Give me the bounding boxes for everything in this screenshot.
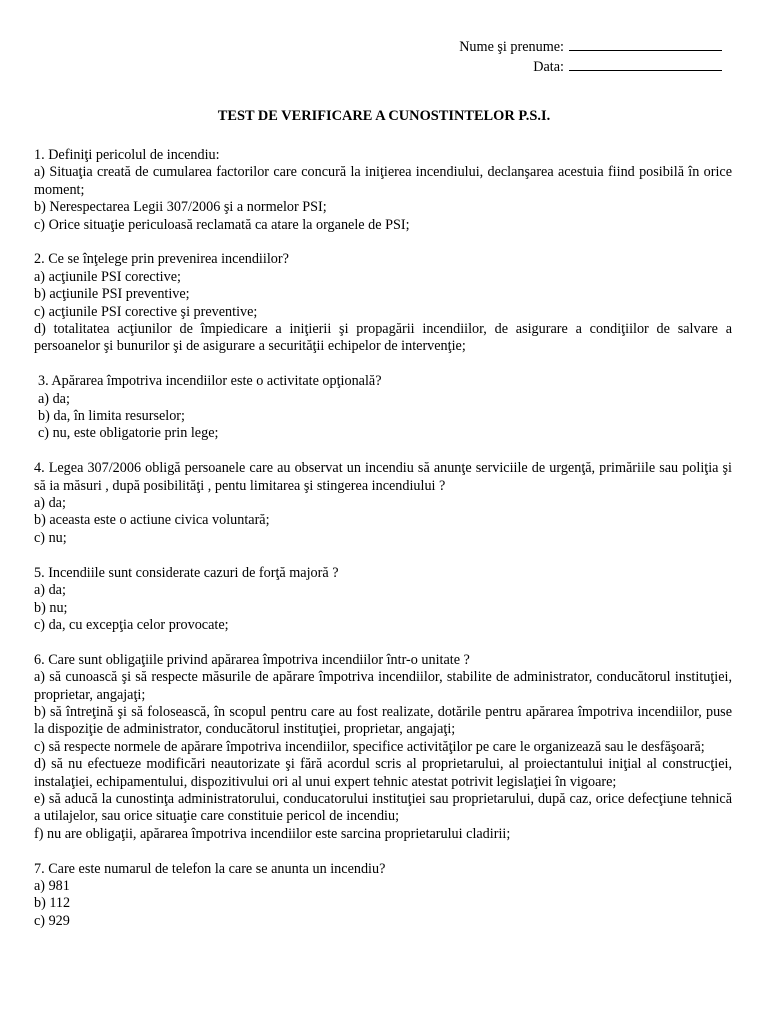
- date-line: [459, 57, 722, 77]
- question-text: 7. Care este numarul de telefon la care se anunta un incendiu?: [34, 860, 386, 877]
- answer-option: b) Nerespectarea Legii 307/2006 şi a normelor PSI;: [34, 199, 327, 216]
- name-label: Nume şi prenume:: [459, 39, 564, 55]
- answer-option: a) da;: [34, 495, 66, 512]
- name-line: [459, 37, 722, 57]
- question-text: 3. Apărarea împotriva incendiilor este o activitate opţională?: [38, 373, 382, 390]
- answer-option: d) totalitatea acţiunilor de împiedicare a iniţierii şi propagării incendiilor, de asigurare a condiţiilor de salvare a persoanelor şi bunurilor şi de asigurare a securităţii echipelor de intervenţie;: [34, 321, 732, 355]
- answer-option: b) acţiunile PSI preventive;: [34, 286, 190, 303]
- question-text: 6. Care sunt obligaţiile privind apărarea împotriva incendiilor într-o unitate ?: [34, 651, 470, 668]
- question-1: [34, 147, 732, 234]
- question-7: [34, 861, 732, 931]
- answer-option: a) 981: [34, 877, 70, 894]
- questions-list: [34, 147, 732, 948]
- answer-option: a) da;: [34, 582, 66, 599]
- name-blank[interactable]: [569, 37, 722, 51]
- answer-option: c) nu;: [34, 529, 67, 546]
- answer-option: a) să cunoască şi să respecte măsurile de apărare împotriva incendiilor, stabilite de administrator, conducătorul instituţiei, proprietar, angajaţi;: [34, 669, 732, 703]
- answer-option: b) da, în limita resurselor;: [38, 408, 185, 425]
- answer-option: c) să respecte normele de apărare împotriva incendiilor, specifice activităţilor pe care le organizează sau le desfăşoară;: [34, 738, 705, 755]
- question-text: 5. Incendiile sunt considerate cazuri de forţă majoră ?: [34, 564, 339, 581]
- answer-option: c) 929: [34, 912, 70, 929]
- date-blank[interactable]: [569, 57, 722, 71]
- answer-option: c) da, cu excepţia celor provocate;: [34, 616, 229, 633]
- date-label: Data:: [533, 58, 564, 75]
- question-4: [34, 460, 732, 547]
- question-2: [34, 251, 732, 355]
- answer-option: b) nu;: [34, 599, 68, 616]
- answer-option: d) să nu efectueze modificări neautorizate şi fără acordul scris al proprietarului, al proiectantului iniţial al construcţiei, instalaţiei, echipamentului, dispozitivului ori al unui expert tehnic atestat potrivit legislaţiei în vigoare;: [34, 756, 732, 790]
- answer-option: c) acţiunile PSI corective şi preventive;: [34, 303, 258, 320]
- answer-option: b) 112: [34, 895, 71, 912]
- answer-option: b) să întreţină şi să folosească, în scopul pentru care au fost realizate, dotările pentru apărarea împotriva incendiilor, puse la dispoziţie de administrator, conducătorul instituţiei, proprietar, angajaţi;: [34, 703, 732, 738]
- student-info: [459, 37, 722, 76]
- question-3: [34, 373, 732, 443]
- answer-option: c) nu, este obligatorie prin lege;: [38, 425, 219, 442]
- question-text: 4. Legea 307/2006 obligă persoanele care au observat un incendiu să anunţe serviciile de urgenţă, primăriile sau poliţia şi să ia măsuri , după posibilităţi , pentu limitarea şi stingerea incendiului ?: [34, 460, 732, 494]
- answer-option: a) da;: [38, 390, 70, 407]
- question-6: [34, 652, 732, 843]
- question-5: [34, 565, 732, 635]
- answer-option: f) nu are obligaţii, apărarea împotriva incendiilor este sarcina proprietarului cladirii;: [34, 825, 511, 842]
- answer-option: a) acţiunile PSI corective;: [34, 268, 181, 285]
- answer-option: e) să aducă la cunostinţa administratorului, conducatorului instituţiei sau proprietarului, după caz, orice defecţiune tehnică a utilajelor, sau orice situaţie care constituie pericol de incendiu;: [34, 790, 732, 825]
- test-title: TEST DE VERIFICARE A CUNOSTINTELOR P.S.I.: [217, 108, 551, 124]
- question-text: 2. Ce se înţelege prin prevenirea incendiilor?: [34, 251, 289, 268]
- answer-option: b) aceasta este o actiune civica voluntară;: [34, 512, 270, 529]
- answer-option: a) Situaţia creată de cumularea factorilor care concură la iniţierea incendiului, declanşarea acestuia fiind posibilă în orice moment;: [34, 164, 732, 198]
- question-text: 1. Definiţi pericolul de incendiu:: [34, 147, 220, 163]
- answer-option: c) Orice situaţie periculoasă reclamată ca atare la organele de PSI;: [34, 216, 410, 233]
